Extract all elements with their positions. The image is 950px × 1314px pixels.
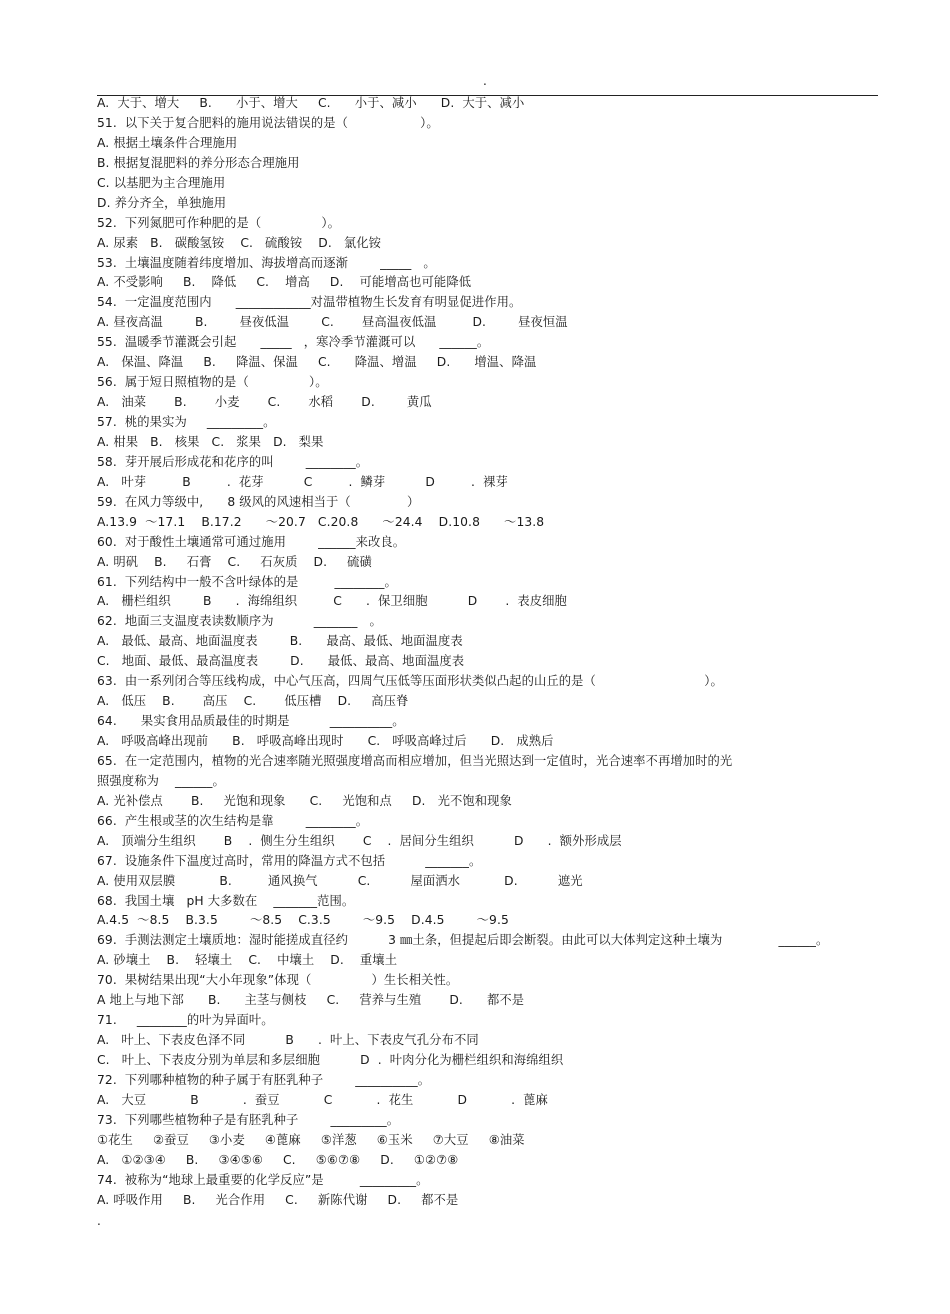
text-line: 71. ________的叶为异面叶。 xyxy=(97,1013,274,1028)
text-line: D. 养分齐全，单独施用 xyxy=(97,195,227,210)
text-line: 64. 果实食用品质最佳的时期是 __________。 xyxy=(97,714,405,729)
text-line: 63. 由一系列闭合等压线构成，中心气压高，四周气压低等压面形状类似凸起的山丘的是（ ）。 xyxy=(97,674,723,689)
text-line: 59. 在风力等级中, 8 级风的风速相当于（ ） xyxy=(97,494,420,509)
text-line: 67. 设施条件下温度过高时，常用的降温方式不包括 _______。 xyxy=(97,853,482,868)
text-line: A. 顶端分生组织 B . 侧生分生组织 C . 居间分生组织 D . 额外形成层 xyxy=(97,833,622,848)
text-line: A. 叶上、下表皮色泽不同 B . 叶上、下表皮气孔分布不同 xyxy=(97,1033,479,1048)
text-line: 70. 果树结果出现“大小年现象”体现（ ）生长相关性。 xyxy=(97,973,459,988)
text-line: 65. 在一定范围内，植物的光合速率随光照强度增高而相应增加，但当光照达到一定值时，光合速率不再增加时的光 xyxy=(97,753,733,768)
text-line: 74. 被称为“地球上最重要的化学反应”是 _________。 xyxy=(97,1172,429,1187)
text-line: 56. 属于短日照植物的是（ ）。 xyxy=(97,375,328,390)
text-line: 54. 一定温度范围内 ____________对温带植物生长发育有明显促进作用。 xyxy=(97,295,522,310)
text-line: A. 低压 B. 高压 C. 低压槽 D. 高压脊 xyxy=(97,694,409,709)
text-line: A. 尿素 B. 碳酸氢铵 C. 硫酸铵 D. 氯化铵 xyxy=(97,235,382,250)
text-line: C. 叶上、下表皮分别为单层和多层细胞 D . 叶肉分化为栅栏组织和海绵组织 xyxy=(97,1053,564,1067)
text-line: 58. 芽开展后形成花和花序的叫 ________。 xyxy=(97,454,369,469)
question-text-block xyxy=(97,94,887,1211)
text-line: A. 使用双层膜 B. 通风换气 C. 屋面洒水 D. 遮光 xyxy=(97,873,583,888)
text-line: A. 大豆 B . 蚕豆 C . 花生 D . 蓖麻 xyxy=(97,1092,548,1107)
text-line: 60. 对于酸性土壤通常可通过施用 ______来改良。 xyxy=(97,534,406,549)
text-line: A. 呼吸作用 B. 光合作用 C. 新陈代谢 D. 都不是 xyxy=(97,1192,459,1207)
text-line: A. 柑果 B. 核果 C. 浆果 D. 梨果 xyxy=(97,434,324,449)
text-line: A. 根据土壤条件合理施用 xyxy=(97,135,238,150)
text-line: 61. 下列结构中一般不含叶绿体的是 ________。 xyxy=(97,574,397,589)
text-line: 66. 产生根或茎的次生结构是靠 ________。 xyxy=(97,813,369,828)
text-line: ①花生 ②蚕豆 ③小麦 ④蓖麻 ⑤洋葱 ⑥玉米 ⑦大豆 ⑧油菜 xyxy=(97,1132,525,1147)
text-line: A. 叶芽 B . 花芽 C . 鳞芽 D . 裸芽 xyxy=(97,474,508,489)
text-line: C. 以基肥为主合理施用 xyxy=(97,175,226,190)
text-line: A. 最低、最高、地面温度表 B. 最高、最低、地面温度表 xyxy=(97,634,463,649)
text-line: A. 昼夜高温 B. 昼夜低温 C. 昼高温夜低温 D. 昼夜恒温 xyxy=(97,315,568,330)
text-line: A. 不受影响 B. 降低 C. 增高 D. 可能增高也可能降低 xyxy=(97,275,472,290)
text-line: A. 光补偿点 B. 光饱和现象 C. 光饱和点 D. 光不饱和现象 xyxy=(97,793,512,808)
text-line: 51. 以下关于复合肥料的施用说法错误的是（ ）。 xyxy=(97,115,439,130)
text-line: 53. 土壤温度随着纬度增加、海拔增高而逐渐 _____ 。 xyxy=(97,255,436,270)
header-mark: . xyxy=(483,74,487,88)
text-line: B. 根据复混肥料的养分形态合理施用 xyxy=(97,155,300,170)
text-line: A. 油菜 B. 小麦 C. 水稻 D. 黄瓜 xyxy=(97,395,432,410)
text-line: 62. 地面三支温度表读数顺序为 _______ 。 xyxy=(97,614,382,629)
text-line: A. 砂壤土 B. 轻壤土 C. 中壤土 D. 重壤土 xyxy=(97,953,398,968)
text-line: C. 地面、最低、最高温度表 D. 最低、最高、地面温度表 xyxy=(97,654,465,669)
text-line: A 地上与地下部 B. 主茎与侧枝 C. 营养与生殖 D. 都不是 xyxy=(97,993,525,1008)
text-line: 照强度称为 ______。 xyxy=(97,773,225,788)
text-line: 72. 下列哪种植物的种子属于有胚乳种子 __________。 xyxy=(97,1072,431,1087)
text-line: 68. 我国土壤 pH 大多数在 _______范围。 xyxy=(97,893,355,908)
text-line: A. 呼吸高峰出现前 B. 呼吸高峰出现时 C. 呼吸高峰过后 D. 成熟后 xyxy=(97,734,554,748)
text-line: 73. 下列哪些植物种子是有胚乳种子 _________。 xyxy=(97,1112,400,1127)
text-line: 57. 桃的果实为 _________。 xyxy=(97,415,276,429)
text-line: A.4.5 ～8.5 B.3.5 ～8.5 C.3.5 ～9.5 D.4.5 ～9.5 xyxy=(97,913,509,928)
text-line: A. 栅栏组织 B . 海绵组织 C . 保卫细胞 D . 表皮细胞 xyxy=(97,594,567,609)
text-line: 55. 温暖季节灌溉会引起 _____ ，寒冷季节灌溉可以 ______。 xyxy=(97,335,490,350)
text-line: A. 保温、降温 B. 降温、保温 C. 降温、增温 D. 增温、降温 xyxy=(97,355,537,370)
text-line: 69. 手测法测定土壤质地：湿时能搓成直径约 3 ㎜土条，但提起后即会断裂。由此可以大体判定这种土壤为 ______。 xyxy=(97,933,829,948)
text-line: A. 明矾 B. 石膏 C. 石灰质 D. 硫磺 xyxy=(97,554,372,569)
text-line: A.13.9 ～17.1 B.17.2 ～20.7 C.20.8 ～24.4 D.10.8 ～13.8 xyxy=(97,514,545,529)
text-line: A. ①②③④ B. ③④⑤⑥ C. ⑤⑥⑦⑧ D. ①②⑦⑧ xyxy=(97,1152,459,1167)
text-line: 52. 下列氮肥可作种肥的是（ ）。 xyxy=(97,215,341,230)
footer-mark: . xyxy=(97,1214,101,1228)
text-line: A. 大于、增大 B. 小于、增大 C. 小于、减小 D. 大于、减小 xyxy=(97,96,525,110)
